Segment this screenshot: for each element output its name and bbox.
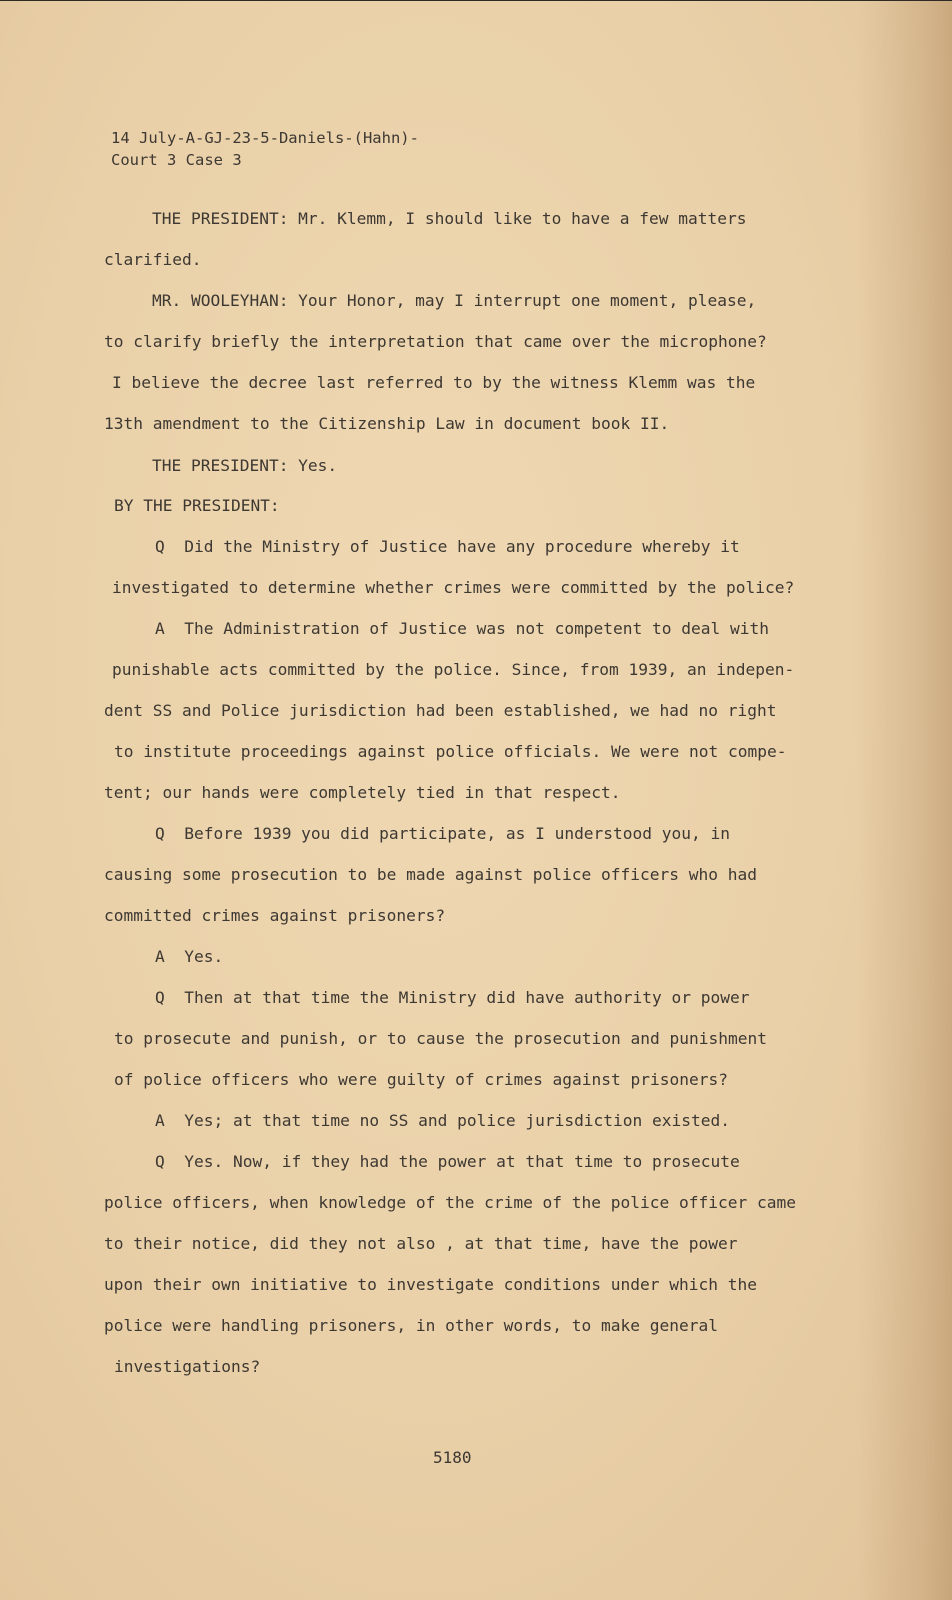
- transcript-line: police were handling prisoners, in other words, to make general: [104, 1316, 718, 1335]
- transcript-line: investigations?: [114, 1357, 261, 1376]
- transcript-line: I believe the decree last referred to by the witness Klemm was the: [112, 373, 756, 392]
- transcript-line: of police officers who were guilty of crimes against prisoners?: [114, 1070, 728, 1089]
- transcript-line: to prosecute and punish, or to cause the prosecution and punishment: [114, 1029, 767, 1048]
- transcript-line: investigated to determine whether crimes were committed by the police?: [112, 578, 795, 597]
- transcript-line: tent; our hands were completely tied in that respect.: [104, 783, 621, 802]
- transcript-line: punishable acts committed by the police. Since, from 1939, an indepen-: [112, 660, 795, 679]
- transcript-line: A Yes; at that time no SS and police jurisdiction existed.: [155, 1111, 730, 1130]
- transcript-line: to their notice, did they not also , at that time, have the power: [104, 1234, 738, 1253]
- transcript-line: Q Did the Ministry of Justice have any procedure whereby it: [155, 537, 740, 556]
- page-number: 5180: [433, 1448, 472, 1467]
- transcript-line: Q Before 1939 you did participate, as I understood you, in: [155, 824, 730, 843]
- transcript-line: THE PRESIDENT: Yes.: [152, 456, 338, 475]
- transcript-line: MR. WOOLEYHAN: Your Honor, may I interrupt one moment, please,: [152, 291, 757, 310]
- header-line-1: 14 July-A-GJ-23-5-Daniels-(Hahn)-: [111, 129, 419, 147]
- transcript-line: police officers, when knowledge of the crime of the police officer came: [104, 1193, 796, 1212]
- transcript-line: committed crimes against prisoners?: [104, 906, 446, 925]
- transcript-line: dent SS and Police jurisdiction had been established, we had no right: [104, 701, 777, 720]
- transcript-line: to institute proceedings against police officials. We were not compe-: [114, 742, 787, 761]
- transcript-line: A Yes.: [155, 947, 224, 966]
- transcript-line: THE PRESIDENT: Mr. Klemm, I should like to have a few matters: [152, 209, 747, 228]
- top-edge-line: [0, 0, 952, 1]
- transcript-line: to clarify briefly the interpretation that came over the microphone?: [104, 332, 767, 351]
- transcript-line: BY THE PRESIDENT:: [114, 496, 280, 515]
- transcript-line: 13th amendment to the Citizenship Law in document book II.: [104, 414, 670, 433]
- transcript-line: Q Yes. Now, if they had the power at that time to prosecute: [155, 1152, 740, 1171]
- transcript-line: clarified.: [104, 250, 202, 269]
- transcript-line: upon their own initiative to investigate conditions under which the: [104, 1275, 757, 1294]
- transcript-line: Q Then at that time the Ministry did have authority or power: [155, 988, 750, 1007]
- transcript-line: A The Administration of Justice was not competent to deal with: [155, 619, 769, 638]
- header-line-2: Court 3 Case 3: [111, 151, 242, 169]
- transcript-line: causing some prosecution to be made against police officers who had: [104, 865, 757, 884]
